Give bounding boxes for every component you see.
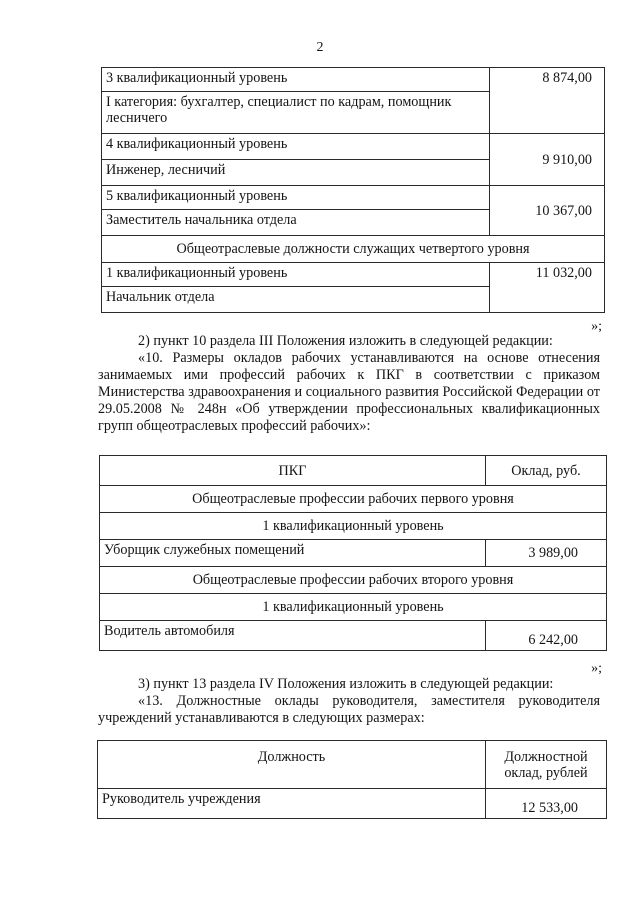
header-pkg: ПКГ [100, 456, 486, 486]
group-heading: Общеотраслевые должности служащих четвертого уровня [102, 236, 605, 263]
position-label: Руководитель учреждения [98, 789, 486, 819]
qual-level-heading: 1 квалификационный уровень [100, 594, 607, 621]
salary-amount: 3 989,00 [486, 540, 607, 567]
header-salary: Оклад, руб. [486, 456, 607, 486]
table-row [100, 513, 607, 540]
qual-level-label: 4 квалификационный уровень [102, 134, 490, 160]
position-list: Инженер, лесничий [102, 160, 490, 186]
table-header-row [100, 456, 607, 486]
table-row [102, 263, 605, 287]
table-row [100, 540, 607, 567]
qual-level-heading: 1 квалификационный уровень [100, 513, 607, 540]
salary-amount: 9 910,00 [490, 134, 605, 186]
table-row [102, 134, 605, 160]
table-row [102, 236, 605, 263]
salary-table-heads [97, 740, 607, 819]
table-row [100, 486, 607, 513]
page-number: 2 [316, 40, 324, 55]
table-row [102, 68, 605, 92]
header-salary: Должностной оклад, рублей [486, 741, 607, 789]
table-row [100, 594, 607, 621]
quote-closer: »; [591, 319, 602, 334]
table-row [98, 789, 607, 819]
table-row [102, 186, 605, 210]
salary-amount: 6 242,00 [486, 621, 607, 651]
salary-amount: 8 874,00 [490, 68, 605, 134]
section-3-text: «13. Должностные оклады руководителя, заместителя руководителя учреждений устанавливаются в следующих размерах: [98, 693, 600, 726]
qual-level-label: 3 квалификационный уровень [102, 68, 490, 92]
table-row [100, 621, 607, 651]
salary-table-employees [101, 67, 605, 313]
table-header-row [98, 741, 607, 789]
position-label: Водитель автомобиля [100, 621, 486, 651]
position-list: Заместитель начальника отдела [102, 210, 490, 236]
qual-level-label: 5 квалификационный уровень [102, 186, 490, 210]
position-list: I категория: бухгалтер, специалист по кадрам, помощник лесничего [102, 92, 490, 134]
salary-amount: 12 533,00 [486, 789, 607, 819]
qual-level-label: 1 квалификационный уровень [102, 263, 490, 287]
salary-amount: 10 367,00 [490, 186, 605, 236]
section-2-text: «10. Размеры окладов рабочих устанавливаются на основе отнесения занимаемых ими профессий рабочих к ПКГ в соответствии с приказом Министерства здравоохранения и социального развития Российской Федерации от 29.05.2008 № 248н «Об утверждении профессиональных квалификационных групп общеотраслевых профессий рабочих»: [98, 350, 600, 434]
section-2-intro: 2) пункт 10 раздела III Положения изложить в следующей редакции: [138, 333, 553, 349]
section-3-intro: 3) пункт 13 раздела IV Положения изложить в следующей редакции: [138, 676, 554, 692]
salary-amount: 11 032,00 [490, 263, 605, 313]
table-row [100, 567, 607, 594]
quote-closer: »; [591, 661, 602, 676]
position-label: Уборщик служебных помещений [100, 540, 486, 567]
header-position: Должность [98, 741, 486, 789]
group-heading: Общеотраслевые профессии рабочих первого уровня [100, 486, 607, 513]
salary-table-workers [99, 455, 607, 651]
position-list: Начальник отдела [102, 287, 490, 313]
group-heading: Общеотраслевые профессии рабочих второго уровня [100, 567, 607, 594]
